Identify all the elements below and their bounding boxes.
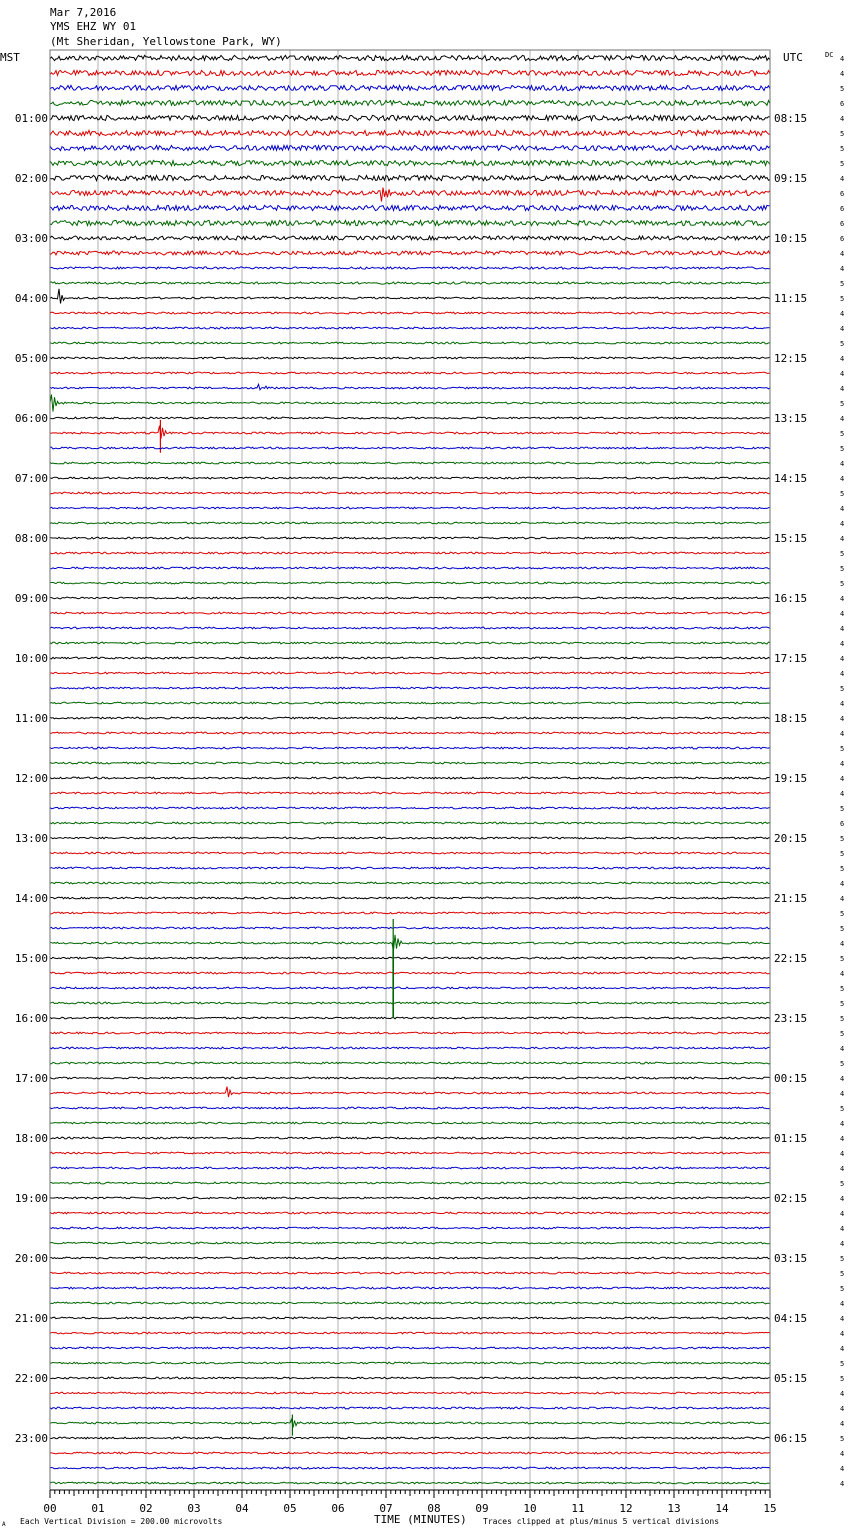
seismic-trace bbox=[50, 267, 770, 269]
dc-offset-value: 4 bbox=[840, 715, 845, 723]
seismic-trace bbox=[50, 1317, 770, 1319]
seismic-trace bbox=[50, 417, 770, 419]
scale-note: Each Vertical Division = 200.00 microvolts bbox=[20, 1517, 223, 1526]
x-tick-label: 06 bbox=[331, 1502, 345, 1515]
dc-offset-value: 4 bbox=[840, 1300, 845, 1308]
seismic-trace bbox=[50, 672, 770, 674]
seismic-trace bbox=[50, 289, 770, 304]
seismic-trace bbox=[50, 1182, 770, 1184]
seismic-trace bbox=[50, 762, 770, 764]
seismic-trace bbox=[50, 1122, 770, 1124]
utc-hour-labels bbox=[774, 112, 807, 1445]
dc-offset-value: 5 bbox=[840, 145, 845, 153]
dc-offset-value: 4 bbox=[840, 1345, 845, 1353]
mst-hour-label: 14:00 bbox=[14, 892, 48, 905]
dc-offset-value: 5 bbox=[840, 565, 845, 573]
seismic-trace bbox=[50, 447, 770, 449]
dc-offset-column bbox=[840, 55, 844, 1488]
seismic-trace bbox=[50, 251, 770, 255]
seismic-trace bbox=[50, 1087, 770, 1097]
utc-hour-label: 08:15 bbox=[774, 112, 808, 125]
dc-offset-value: 5 bbox=[840, 745, 845, 753]
seismic-trace bbox=[50, 55, 770, 60]
plot-border bbox=[50, 50, 770, 1490]
dc-offset-value: 4 bbox=[840, 670, 845, 678]
seismic-trace bbox=[50, 426, 770, 439]
x-tick-label: 02 bbox=[139, 1502, 153, 1515]
seismic-trace bbox=[50, 1167, 770, 1169]
dc-offset-value: 4 bbox=[840, 595, 845, 603]
dc-offset-value: 4 bbox=[840, 535, 845, 543]
dc-offset-value: 4 bbox=[840, 625, 845, 633]
dc-offset-value: 5 bbox=[840, 1180, 845, 1188]
dc-offset-value: 4 bbox=[840, 880, 845, 888]
dc-offset-value: 5 bbox=[840, 865, 845, 873]
seismic-trace bbox=[50, 1377, 770, 1379]
seismic-trace bbox=[50, 552, 770, 554]
seismic-trace bbox=[50, 342, 770, 344]
dc-offset-value: 5 bbox=[840, 445, 845, 453]
dc-offset-value: 4 bbox=[840, 730, 845, 738]
seismic-trace bbox=[50, 1197, 770, 1199]
seismic-trace bbox=[50, 935, 770, 951]
mst-hour-label: 13:00 bbox=[14, 832, 48, 845]
dc-offset-value: 4 bbox=[840, 1405, 845, 1413]
seismic-trace bbox=[50, 327, 770, 329]
dc-offset-value: 4 bbox=[840, 790, 845, 798]
mst-hour-label: 18:00 bbox=[14, 1132, 48, 1145]
dc-offset-value: 4 bbox=[840, 1135, 845, 1143]
header-date: Mar 7,2016 bbox=[50, 6, 117, 19]
time-axis bbox=[43, 1490, 776, 1515]
utc-hour-label: 18:15 bbox=[774, 712, 808, 725]
dc-offset-value: 5 bbox=[840, 925, 845, 933]
dc-offset-value: 4 bbox=[840, 610, 845, 618]
dc-offset-value: 5 bbox=[840, 1435, 845, 1443]
corner-mark: A bbox=[2, 1521, 6, 1528]
dc-offset-value: 4 bbox=[840, 70, 845, 78]
seismic-trace bbox=[50, 492, 770, 494]
dc-offset-value: 4 bbox=[840, 1165, 845, 1173]
mst-hour-label: 07:00 bbox=[14, 472, 48, 485]
dc-offset-value: 4 bbox=[840, 1195, 845, 1203]
dc-offset-value: 5 bbox=[840, 340, 845, 348]
seismic-trace bbox=[50, 1437, 770, 1439]
dc-offset-value: 4 bbox=[840, 475, 845, 483]
seismic-trace bbox=[50, 657, 770, 659]
x-tick-label: 14 bbox=[715, 1502, 729, 1515]
x-tick-label: 15 bbox=[763, 1502, 777, 1515]
dc-offset-value: 5 bbox=[840, 985, 845, 993]
dc-offset-value: 4 bbox=[840, 325, 845, 333]
dc-offset-value: 4 bbox=[840, 1210, 845, 1218]
seismic-trace bbox=[50, 897, 770, 899]
seismic-trace bbox=[50, 1047, 770, 1049]
utc-hour-label: 23:15 bbox=[774, 1012, 808, 1025]
mst-hour-label: 21:00 bbox=[14, 1312, 48, 1325]
header-station: YMS EHZ WY 01 bbox=[50, 20, 137, 33]
mst-hour-label: 20:00 bbox=[14, 1252, 48, 1265]
dc-offset-value: 6 bbox=[840, 235, 845, 243]
dc-offset-value: 4 bbox=[840, 1090, 845, 1098]
dc-offset-value: 4 bbox=[840, 700, 845, 708]
utc-hour-label: 20:15 bbox=[774, 832, 808, 845]
dc-offset-value: 5 bbox=[840, 85, 845, 93]
mst-hour-label: 23:00 bbox=[14, 1432, 48, 1445]
seismic-trace bbox=[50, 372, 770, 374]
dc-offset-value: 4 bbox=[840, 460, 845, 468]
mst-hour-label: 17:00 bbox=[14, 1072, 48, 1085]
seismic-trace bbox=[50, 912, 770, 914]
mst-hour-label: 02:00 bbox=[14, 172, 48, 185]
x-tick-label: 08 bbox=[427, 1502, 441, 1515]
dc-offset-value: 4 bbox=[840, 640, 845, 648]
seismic-trace bbox=[50, 582, 770, 584]
seismic-trace bbox=[50, 1002, 770, 1004]
x-tick-label: 09 bbox=[475, 1502, 489, 1515]
seismic-trace bbox=[50, 507, 770, 509]
utc-hour-label: 02:15 bbox=[774, 1192, 808, 1205]
seismic-trace bbox=[50, 188, 770, 202]
dc-offset-value: 4 bbox=[840, 1330, 845, 1338]
seismic-trace bbox=[50, 612, 770, 614]
seismic-trace bbox=[50, 1407, 770, 1409]
seismic-trace bbox=[50, 852, 770, 854]
utc-hour-label: 22:15 bbox=[774, 952, 808, 965]
seismic-trace bbox=[50, 732, 770, 734]
seismic-trace bbox=[50, 357, 770, 359]
seismic-trace bbox=[50, 477, 770, 479]
seismic-trace bbox=[50, 867, 770, 869]
mst-hour-label: 04:00 bbox=[14, 292, 48, 305]
seismic-trace bbox=[50, 1392, 770, 1394]
seismic-trace bbox=[50, 702, 770, 704]
seismic-trace bbox=[50, 567, 770, 569]
utc-hour-label: 14:15 bbox=[774, 472, 808, 485]
seismic-trace bbox=[50, 627, 770, 629]
mst-hour-label: 06:00 bbox=[14, 412, 48, 425]
seismic-trace bbox=[50, 115, 770, 120]
mst-hour-label: 08:00 bbox=[14, 532, 48, 545]
seismic-trace bbox=[50, 384, 770, 390]
dc-offset-value: 4 bbox=[840, 520, 845, 528]
utc-hour-label: 15:15 bbox=[774, 532, 808, 545]
seismic-trace bbox=[50, 1257, 770, 1259]
dc-offset-value: 5 bbox=[840, 1105, 845, 1113]
mst-hour-label: 05:00 bbox=[14, 352, 48, 365]
mst-hour-label: 01:00 bbox=[14, 112, 48, 125]
seismic-trace bbox=[50, 1287, 770, 1289]
seismic-trace bbox=[50, 220, 770, 225]
seismic-trace bbox=[50, 882, 770, 884]
utc-hour-label: 12:15 bbox=[774, 352, 808, 365]
seismic-trace bbox=[50, 1467, 770, 1469]
seismic-trace bbox=[50, 1347, 770, 1349]
dc-offset-value: 4 bbox=[840, 115, 845, 123]
dc-offset-value: 6 bbox=[840, 190, 845, 198]
seismic-trace bbox=[50, 312, 770, 314]
utc-hour-label: 04:15 bbox=[774, 1312, 808, 1325]
seismic-traces bbox=[50, 55, 770, 1484]
mst-axis-label: MST bbox=[0, 51, 20, 64]
dc-offset-value: 4 bbox=[840, 370, 845, 378]
seismic-trace bbox=[50, 822, 770, 824]
x-tick-label: 01 bbox=[91, 1502, 105, 1515]
dc-offset-value: 4 bbox=[840, 385, 845, 393]
utc-hour-label: 21:15 bbox=[774, 892, 808, 905]
x-tick-label: 10 bbox=[523, 1502, 537, 1515]
dc-offset-value: 4 bbox=[840, 775, 845, 783]
mst-hour-label: 15:00 bbox=[14, 952, 48, 965]
seismic-trace bbox=[50, 85, 770, 90]
x-tick-label: 03 bbox=[187, 1502, 201, 1515]
mst-hour-labels bbox=[15, 112, 48, 1445]
seismic-trace bbox=[50, 957, 770, 959]
seismic-trace bbox=[50, 1362, 770, 1364]
seismic-trace bbox=[50, 837, 770, 839]
dc-offset-value: 4 bbox=[840, 940, 845, 948]
seismic-trace bbox=[50, 1152, 770, 1154]
seismic-trace bbox=[50, 1212, 770, 1214]
dc-offset-value: 4 bbox=[840, 250, 845, 258]
seismic-trace bbox=[50, 1332, 770, 1334]
seismic-trace bbox=[50, 1302, 770, 1304]
dc-offset-value: 4 bbox=[840, 1465, 845, 1473]
dc-offset-value: 4 bbox=[840, 1240, 845, 1248]
dc-offset-value: 5 bbox=[840, 1060, 845, 1068]
seismic-trace bbox=[50, 462, 770, 464]
dc-offset-value: 5 bbox=[840, 1000, 845, 1008]
seismic-trace bbox=[50, 130, 770, 135]
dc-offset-value: 4 bbox=[840, 1120, 845, 1128]
seismic-trace bbox=[50, 642, 770, 644]
dc-offset-value: 5 bbox=[840, 955, 845, 963]
mst-hour-label: 22:00 bbox=[14, 1372, 48, 1385]
dc-offset-value: 6 bbox=[840, 220, 845, 228]
dc-offset-value: 5 bbox=[840, 805, 845, 813]
seismic-trace bbox=[50, 1077, 770, 1079]
seismic-trace bbox=[50, 747, 770, 749]
seismic-trace bbox=[50, 282, 770, 284]
seismic-trace bbox=[50, 597, 770, 599]
dc-offset-value: 4 bbox=[840, 1450, 845, 1458]
mst-hour-label: 16:00 bbox=[14, 1012, 48, 1025]
seismic-trace bbox=[50, 1062, 770, 1064]
seismic-trace bbox=[50, 236, 770, 240]
mst-hour-label: 19:00 bbox=[14, 1192, 48, 1205]
dc-offset-value: 4 bbox=[840, 895, 845, 903]
utc-hour-label: 13:15 bbox=[774, 412, 808, 425]
utc-hour-label: 05:15 bbox=[774, 1372, 808, 1385]
seismic-trace bbox=[50, 1227, 770, 1229]
dc-offset-value: 4 bbox=[840, 1480, 845, 1488]
seismic-trace bbox=[50, 395, 770, 412]
dc-offset-value: 5 bbox=[840, 1030, 845, 1038]
seismic-trace bbox=[50, 205, 770, 210]
dc-offset-value: 5 bbox=[840, 430, 845, 438]
minute-grid bbox=[98, 50, 722, 1490]
utc-axis-label: UTC bbox=[783, 51, 803, 64]
seismic-trace bbox=[50, 1137, 770, 1139]
dc-label: DC bbox=[825, 51, 834, 59]
dc-offset-value: 4 bbox=[840, 1045, 845, 1053]
seismic-trace bbox=[50, 1272, 770, 1274]
seismic-trace bbox=[50, 1419, 770, 1427]
dc-offset-value: 4 bbox=[840, 415, 845, 423]
dc-offset-value: 5 bbox=[840, 1255, 845, 1263]
utc-hour-label: 10:15 bbox=[774, 232, 808, 245]
seismic-trace bbox=[50, 1107, 770, 1109]
seismic-trace bbox=[50, 972, 770, 974]
seismic-trace bbox=[50, 522, 770, 524]
mst-hour-label: 09:00 bbox=[14, 592, 48, 605]
seismic-trace bbox=[50, 1452, 770, 1454]
dc-offset-value: 5 bbox=[840, 1270, 845, 1278]
dc-offset-value: 5 bbox=[840, 1360, 845, 1368]
dc-offset-value: 4 bbox=[840, 55, 845, 63]
dc-offset-value: 4 bbox=[840, 265, 845, 273]
dc-offset-value: 4 bbox=[840, 760, 845, 768]
x-tick-label: 04 bbox=[235, 1502, 249, 1515]
dc-offset-value: 5 bbox=[840, 1375, 845, 1383]
seismic-trace bbox=[50, 717, 770, 719]
seismic-trace bbox=[50, 987, 770, 989]
utc-hour-label: 19:15 bbox=[774, 772, 808, 785]
x-tick-label: 13 bbox=[667, 1502, 681, 1515]
x-tick-label: 05 bbox=[283, 1502, 297, 1515]
dc-offset-value: 5 bbox=[840, 685, 845, 693]
dc-offset-value: 4 bbox=[840, 175, 845, 183]
mst-hour-label: 12:00 bbox=[14, 772, 48, 785]
dc-offset-value: 4 bbox=[840, 970, 845, 978]
seismic-trace bbox=[50, 687, 770, 689]
dc-offset-value: 4 bbox=[840, 1075, 845, 1083]
utc-hour-label: 00:15 bbox=[774, 1072, 808, 1085]
header-location: (Mt Sheridan, Yellowstone Park, WY) bbox=[50, 35, 282, 48]
dc-offset-value: 4 bbox=[840, 655, 845, 663]
seismic-trace bbox=[50, 927, 770, 929]
seismic-trace bbox=[50, 807, 770, 809]
dc-offset-value: 5 bbox=[840, 490, 845, 498]
x-tick-label: 12 bbox=[619, 1502, 633, 1515]
utc-hour-label: 17:15 bbox=[774, 652, 808, 665]
dc-offset-value: 5 bbox=[840, 160, 845, 168]
dc-offset-value: 5 bbox=[840, 295, 845, 303]
dc-offset-value: 6 bbox=[840, 100, 845, 108]
x-axis-label: TIME (MINUTES) bbox=[374, 1513, 467, 1526]
dc-offset-value: 5 bbox=[840, 835, 845, 843]
utc-hour-label: 11:15 bbox=[774, 292, 808, 305]
dc-offset-value: 4 bbox=[840, 1225, 845, 1233]
dc-offset-value: 4 bbox=[840, 310, 845, 318]
dc-offset-value: 6 bbox=[840, 205, 845, 213]
seismic-trace bbox=[50, 100, 770, 105]
utc-hour-label: 16:15 bbox=[774, 592, 808, 605]
dc-offset-value: 4 bbox=[840, 505, 845, 513]
dc-offset-value: 5 bbox=[840, 400, 845, 408]
x-tick-label: 00 bbox=[43, 1502, 57, 1515]
seismic-trace bbox=[50, 160, 770, 165]
dc-offset-value: 5 bbox=[840, 280, 845, 288]
x-tick-label: 07 bbox=[379, 1502, 393, 1515]
utc-hour-label: 09:15 bbox=[774, 172, 808, 185]
utc-hour-label: 06:15 bbox=[774, 1432, 808, 1445]
utc-hour-label: 01:15 bbox=[774, 1132, 808, 1145]
dc-offset-value: 6 bbox=[840, 820, 845, 828]
dc-offset-value: 5 bbox=[840, 550, 845, 558]
dc-offset-value: 4 bbox=[840, 355, 845, 363]
seismic-trace bbox=[50, 1032, 770, 1034]
seismic-trace bbox=[50, 175, 770, 180]
seismic-trace bbox=[50, 1242, 770, 1244]
clip-note: Traces clipped at plus/minus 5 vertical divisions bbox=[483, 1517, 720, 1526]
dc-offset-value: 5 bbox=[840, 1015, 845, 1023]
utc-hour-label: 03:15 bbox=[774, 1252, 808, 1265]
dc-offset-value: 4 bbox=[840, 1150, 845, 1158]
mst-hour-label: 10:00 bbox=[14, 652, 48, 665]
dc-offset-value: 4 bbox=[840, 1315, 845, 1323]
seismic-trace bbox=[50, 537, 770, 539]
dc-offset-value: 4 bbox=[840, 1390, 845, 1398]
dc-offset-value: 5 bbox=[840, 850, 845, 858]
seismic-trace bbox=[50, 792, 770, 794]
x-tick-label: 11 bbox=[571, 1502, 585, 1515]
seismic-trace bbox=[50, 1482, 770, 1484]
seismic-trace bbox=[50, 1017, 770, 1019]
dc-offset-value: 5 bbox=[840, 580, 845, 588]
dc-offset-value: 4 bbox=[840, 1420, 845, 1428]
dc-offset-value: 5 bbox=[840, 910, 845, 918]
dc-offset-value: 5 bbox=[840, 1285, 845, 1293]
mst-hour-label: 11:00 bbox=[14, 712, 48, 725]
seismic-trace bbox=[50, 145, 770, 150]
seismic-trace bbox=[50, 70, 770, 75]
seismic-trace bbox=[50, 777, 770, 779]
plot-frame bbox=[50, 50, 770, 1490]
mst-hour-label: 03:00 bbox=[14, 232, 48, 245]
dc-offset-value: 5 bbox=[840, 130, 845, 138]
